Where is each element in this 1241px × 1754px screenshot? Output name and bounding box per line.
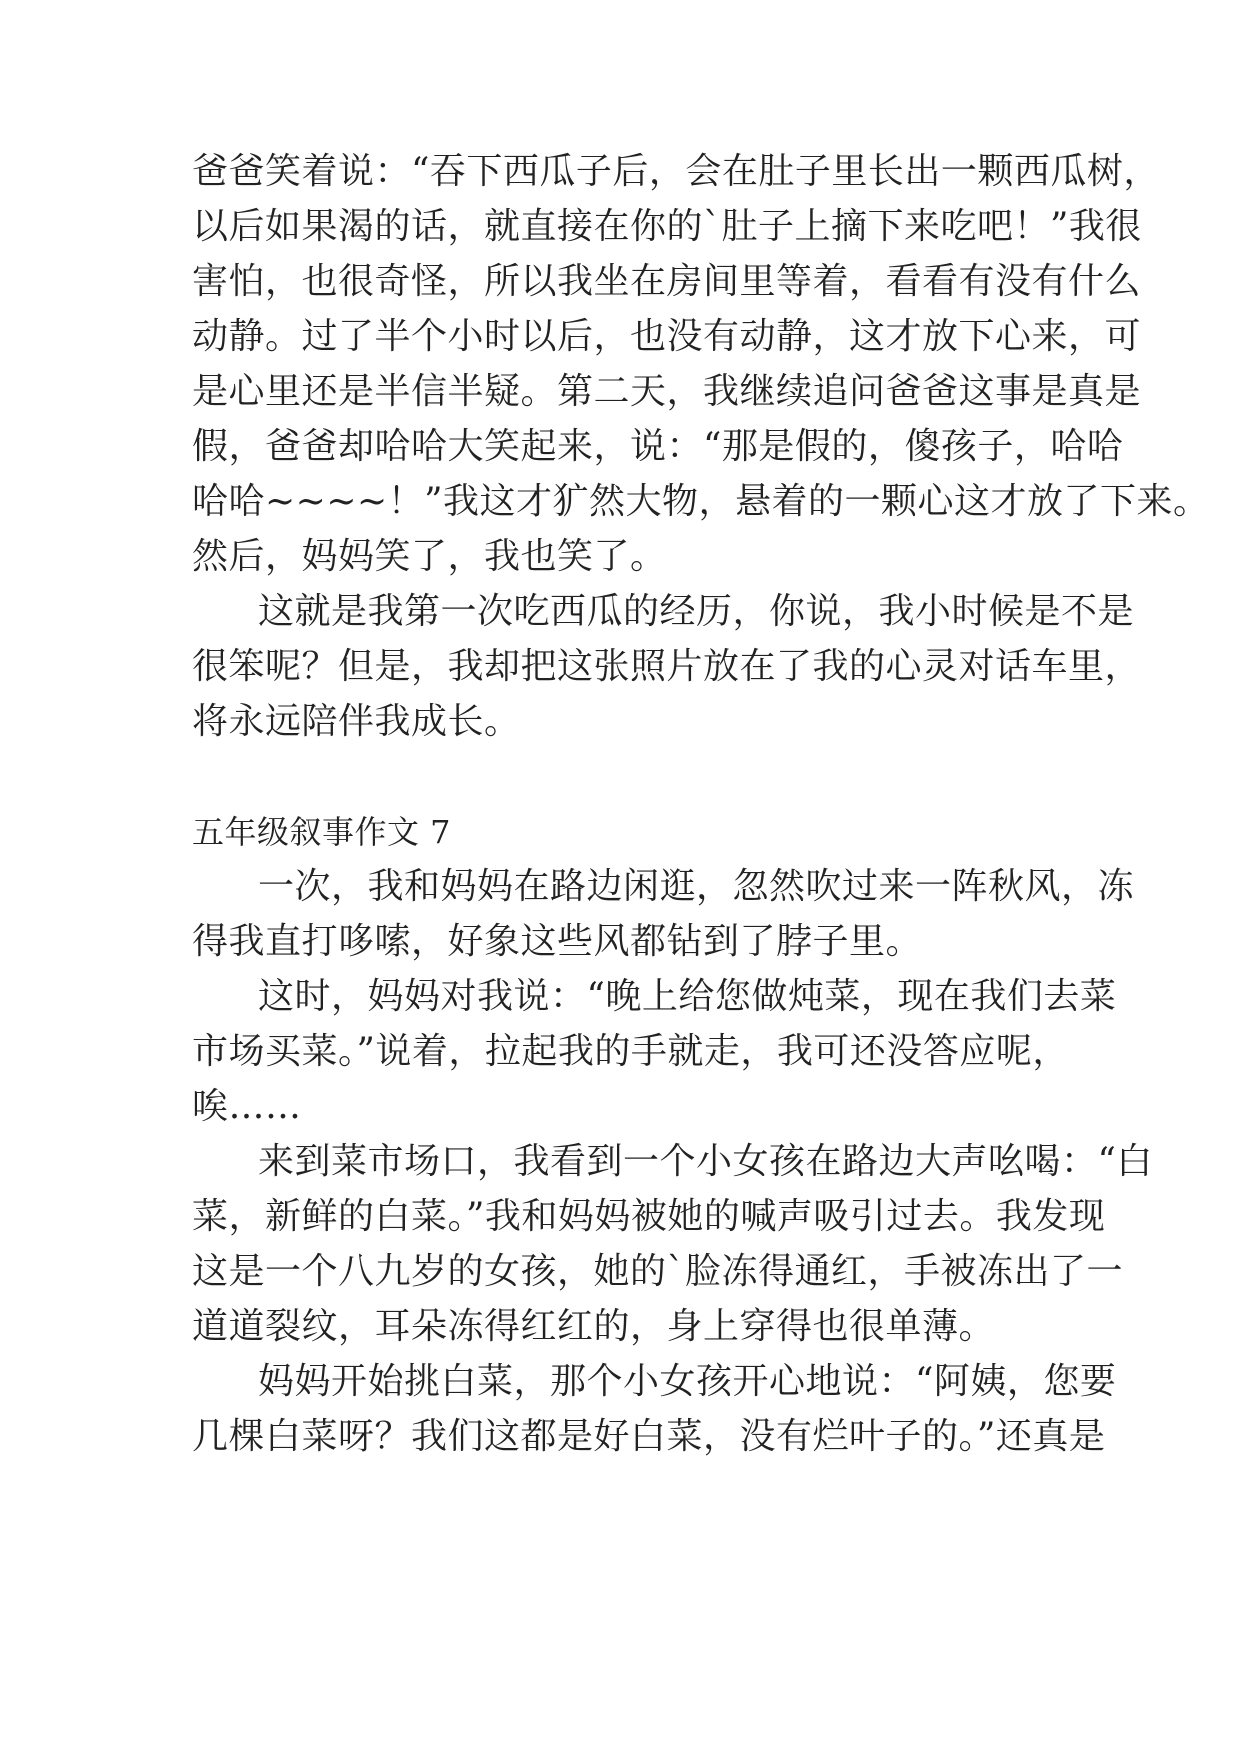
paragraph-line: 然后，妈妈笑了，我也笑了。	[192, 536, 667, 577]
paragraph-line: 一次，我和妈妈在路边闲逛，忽然吹过来一阵秋风，冻	[258, 866, 1135, 907]
paragraph-line: 得我直打哆嗦，好象这些风都钻到了脖子里。	[192, 921, 923, 962]
section-heading: 五年级叙事作文 7	[192, 813, 452, 851]
paragraph-line: 害怕，也很奇怪，所以我坐在房间里等着，看看有没有什么	[192, 261, 1142, 302]
paragraph-line: 爸爸笑着说：“吞下西瓜子后，会在肚子里长出一颗西瓜树，	[192, 151, 1160, 192]
paragraph-line: 来到菜市场口，我看到一个小女孩在路边大声吆喝：“白	[258, 1141, 1153, 1182]
paragraph-line: 几棵白菜呀？我们这都是好白菜，没有烂叶子的。”还真是	[192, 1416, 1106, 1457]
paragraph-line: 市场买菜。”说着，拉起我的手就走，我可还没答应呢，	[192, 1031, 1069, 1072]
paragraph-line: 菜，新鲜的白菜。”我和妈妈被她的喊声吸引过去。我发现	[192, 1196, 1106, 1237]
paragraph-line: 妈妈开始挑白菜，那个小女孩开心地说：“阿姨，您要	[258, 1361, 1117, 1402]
paragraph-line: 这是一个八九岁的女孩，她的`脸冻得通红，手被冻出了一	[192, 1251, 1124, 1292]
paragraph-line: 很笨呢？但是，我却把这张照片放在了我的心灵对话车里，	[192, 646, 1142, 687]
paragraph-line: 哈哈~~~~！”我这才犷然大物，悬着的一颗心这才放了下来。	[192, 481, 1210, 522]
paragraph-line: 道道裂纹，耳朵冻得红红的，身上穿得也很单薄。	[192, 1306, 996, 1347]
paragraph-line: 将永远陪伴我成长。	[192, 701, 521, 742]
paragraph-line: 以后如果渴的话，就直接在你的`肚子上摘下来吃吧！”我很	[192, 206, 1142, 247]
paragraph-line: 唉……	[192, 1086, 302, 1127]
paragraph-line: 这就是我第一次吃西瓜的经历，你说，我小时候是不是	[258, 591, 1135, 632]
paragraph-line: 假，爸爸却哈哈大笑起来，说：“那是假的，傻孩子，哈哈	[192, 426, 1124, 467]
paragraph-line: 是心里还是半信半疑。第二天，我继续追问爸爸这事是真是	[192, 371, 1142, 412]
paragraph-line: 动静。过了半个小时以后，也没有动静，这才放下心来，可	[192, 316, 1142, 357]
paragraph-line: 这时，妈妈对我说：“晚上给您做炖菜，现在我们去菜	[258, 976, 1117, 1017]
